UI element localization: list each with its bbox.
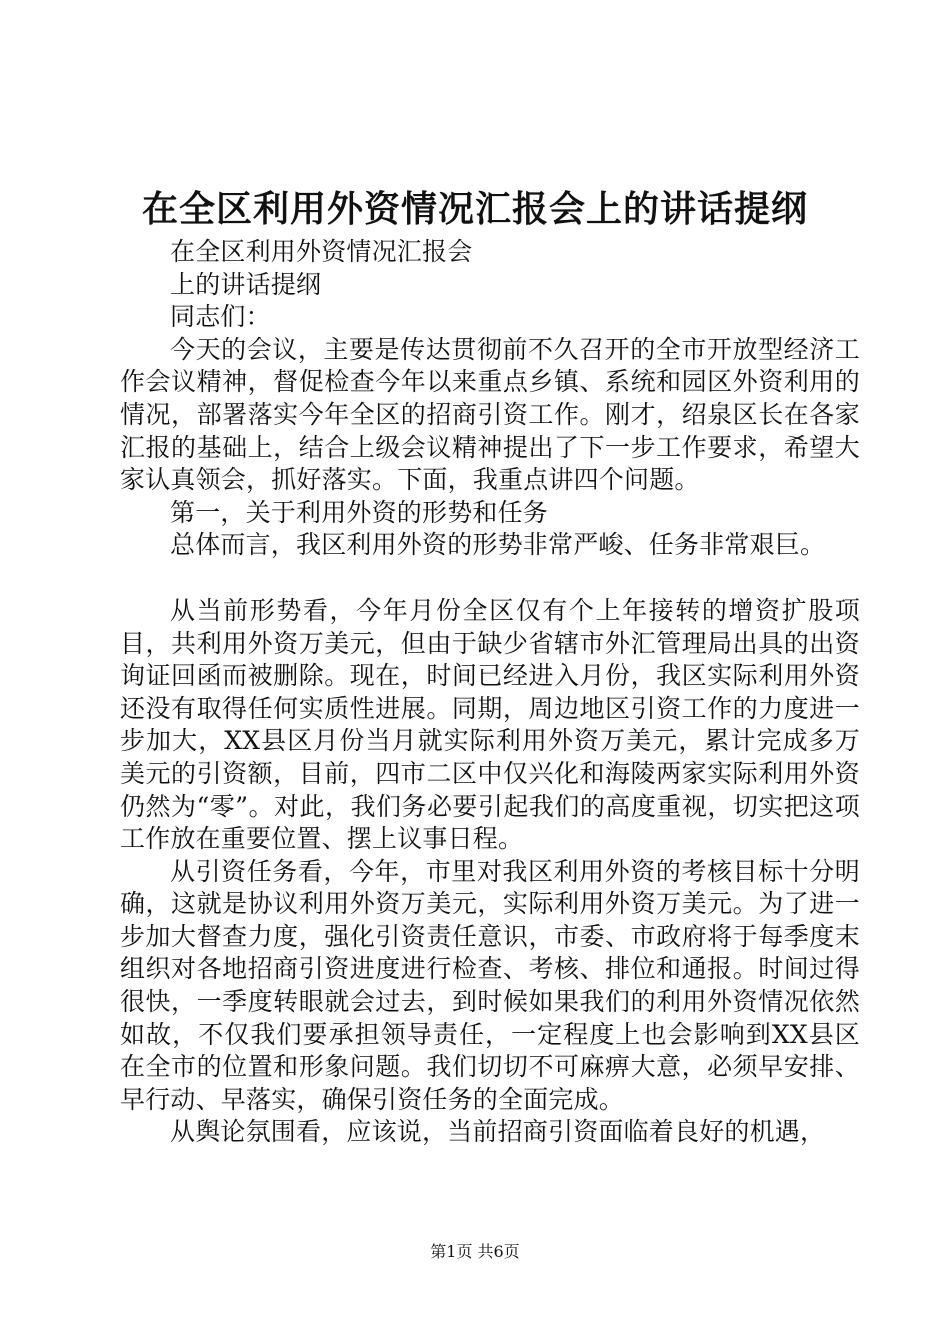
section-heading-1: 第一，关于利用外资的形势和任务 bbox=[170, 497, 549, 527]
paragraph-investment-task: 从引资任务看，今年，市里对我区利用外资的考核目标十分明确，这就是协议利用外资万美元，实际利用外资万美元。为了进一步加大督查力度，强化引资责任意识，市委、市政府将于每季度末组织对各地招商引资进度进行检查、考核、排位和通报。时间过得很快，一季度转眼就会过去，到时候如果我们的利用外资情况依然如故，不仅我们要承担领导责任，一定程度上也会影响到XX县区在全市的位置和形象问题。我们切切不可麻痹大意，必须早安排、早行动、早落实，确保引资任务的全面完成。 bbox=[120, 856, 860, 1114]
paragraph-summary: 总体而言，我区利用外资的形势非常严峻、任务非常艰巨。 bbox=[170, 530, 826, 560]
document-body bbox=[120, 236, 860, 1149]
document-title: 在全区利用外资情况汇报会上的讲话提纲 bbox=[141, 188, 808, 230]
paragraph-intro: 今天的会议，主要是传达贯彻前不久召开的全市开放型经济工作会议精神，督促检查今年以来重点乡镇、系统和园区外资利用的情况，部署落实今年全区的招商引资工作。刚才，绍泉区长在各家汇报的基础上，结合上级会议精神提出了下一步工作要求，希望大家认真领会，抓好落实。下面，我重点讲四个问题。 bbox=[120, 334, 860, 495]
page-footer: 第1页 共6页 bbox=[430, 1242, 520, 1261]
subtitle-line-1: 在全区利用外资情况汇报会 bbox=[170, 237, 473, 266]
paragraph-public-opinion: 从舆论氛围看，应该说，当前招商引资面临着良好的机遇， bbox=[170, 1117, 826, 1147]
subtitle-line-2: 上的讲话提纲 bbox=[170, 269, 322, 299]
salutation: 同志们： bbox=[170, 302, 271, 332]
paragraph-spacer bbox=[120, 562, 860, 595]
paragraph-current-situation: 从当前形势看，今年月份全区仅有个上年接转的增资扩股项目，共利用外资万美元，但由于缺少省辖市外汇管理局出具的出资询证回函而被删除。现在，时间已经进入月份，我区实际利用外资还没有取得任何实质性进展。同期，周边地区引资工作的力度进一步加大，XX县区月份当月就实际利用外资万美元，累计完成多万美元的引资额，目前，四市二区中仅兴化和海陵两家实际利用外资仍然为“零”。对此，我们务必要引起我们的高度重视，切实把这项工作放在重要位置、摆上议事日程。 bbox=[120, 595, 860, 854]
